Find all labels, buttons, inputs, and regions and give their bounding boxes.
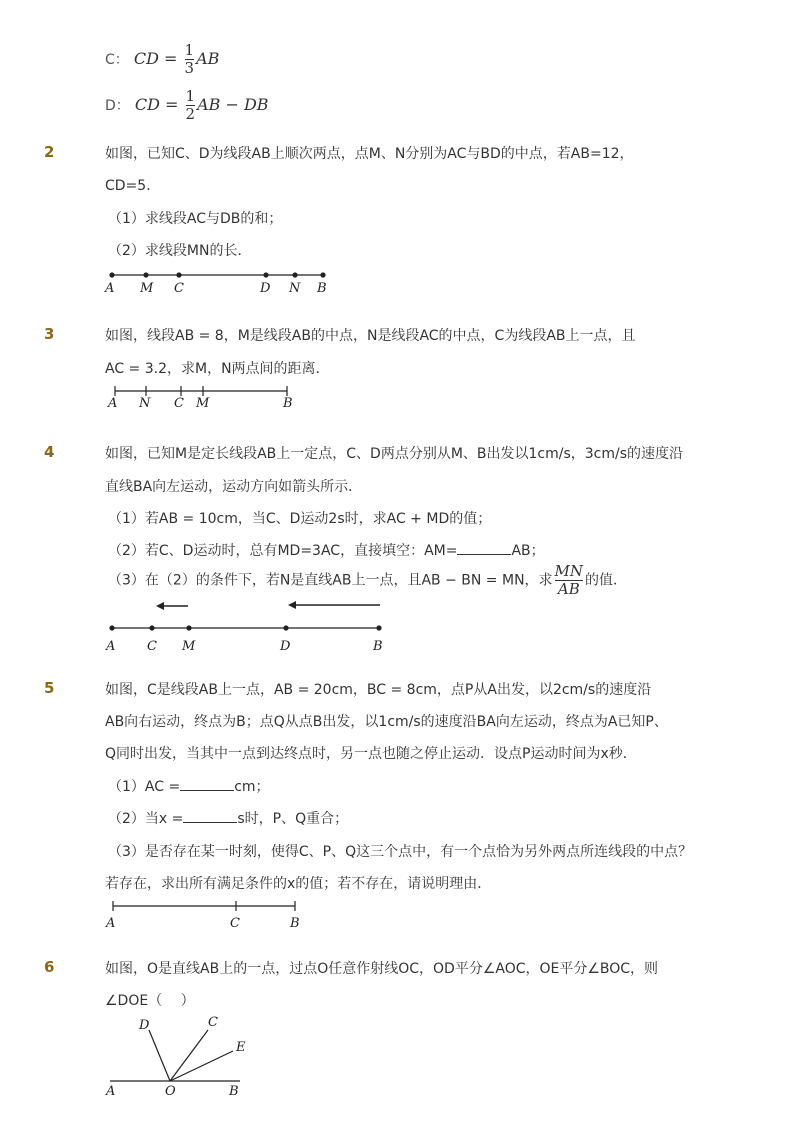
q6-text-line1: 如图，O是直线AB上的一点，过点O任意作射线OC，OD平分∠AOC，OE平分∠BOC，则	[105, 961, 659, 977]
option-d-denominator: 2	[185, 105, 196, 123]
q6-ray-od	[149, 1030, 170, 1081]
q5-sub1-tail: cm；	[234, 779, 270, 795]
q3-text-line1: 如图，线段AB = 8，M是线段AB的中点，N是线段AC的中点，C为线段AB上一点，且	[105, 328, 636, 344]
q5-sub2-tail: s时，P、Q重合；	[237, 811, 349, 827]
q4-subquestion-1: （1）若AB = 10cm，当C、D运动2s时，求AC + MD的值；	[108, 511, 492, 527]
q6-label-a: A	[106, 1084, 116, 1099]
q4-text-line1: 如图，已知M是定长线段AB上一定点，C、D两点分别从M、B出发以1cm/s，3cm/s的速度沿	[105, 446, 684, 462]
q4-sub3-denominator: AB	[555, 580, 583, 598]
q6-label-c: C	[208, 1015, 218, 1030]
option-c-numerator: 1	[184, 41, 195, 59]
q6-label-o: O	[165, 1084, 176, 1099]
q4-label-b: B	[373, 639, 383, 654]
q2-label-c: C	[174, 281, 184, 296]
q2-subquestion-2: （2）求线段MN的长．	[108, 243, 252, 259]
q5-subquestion-3: （3）是否存在某一时刻，使得C、P、Q这三个点中，有一个点恰为另外两点所连线段的中点？	[108, 844, 693, 860]
q5-sub2-text: （2）当x =	[108, 811, 184, 827]
q2-label-a: A	[105, 281, 115, 296]
option-c-label: C：	[105, 52, 129, 68]
option-d-rhs: AB − DB	[197, 95, 269, 114]
q6-label-b: B	[229, 1084, 239, 1099]
q5-sub1-text: （1）AC =	[108, 779, 181, 795]
q2-label-m: M	[140, 281, 154, 296]
q2-text-line1: 如图，已知C、D为线段AB上顺次两点，点M、N分别为AC与BD的中点，若AB=12，	[105, 146, 634, 162]
question-number-3: 3	[44, 325, 55, 343]
question-number-6: 6	[44, 958, 55, 976]
q2-subquestion-1: （1）求线段AC与DB的和；	[108, 211, 283, 227]
q6-ray-oc	[170, 1030, 208, 1081]
q3-label-m: M	[196, 396, 210, 411]
q6-ray-oe	[170, 1051, 233, 1081]
question-number-4: 4	[44, 443, 55, 461]
option-d-label: D：	[105, 98, 130, 114]
q3-label-c: C	[174, 396, 184, 411]
q4-label-d: D	[280, 639, 291, 654]
q4-sub2-text: （2）若C、D运动时，总有MD=3AC，直接填空：AM=	[108, 543, 458, 559]
q6-text-line2: ∠DOE（ ）	[105, 993, 195, 1009]
q2-label-n: N	[289, 281, 301, 296]
q4-sub3-numerator: MN	[554, 562, 584, 580]
option-c-lhs: CD =	[133, 49, 183, 68]
option-d-numerator: 1	[185, 87, 196, 105]
option-d-lhs: CD =	[134, 95, 184, 114]
q5-text-line2: AB向右运动，终点为B；点Q从点B出发，以1cm/s的速度沿BA向左运动，终点为A已知P、	[105, 714, 668, 730]
q2-label-d: D	[260, 281, 271, 296]
option-c-rhs: AB	[196, 49, 220, 68]
q4-sub3-text: （3）在（2）的条件下，若N是直线AB上一点，且AB − BN = MN，求	[108, 572, 553, 589]
q2-text-line2: CD=5．	[105, 178, 161, 194]
q5-text-line3: Q同时出发，当其中一点到达终点时，另一点也随之停止运动．设点P运动时间为x秒．	[105, 746, 637, 762]
q4-sub3-tail: 的值．	[585, 572, 628, 589]
q2-label-b: B	[317, 281, 327, 296]
q6-label-e: E	[236, 1040, 246, 1055]
q5-label-a: A	[106, 916, 116, 931]
q4-label-c: C	[147, 639, 157, 654]
q4-sub2-tail: AB；	[511, 543, 545, 559]
q5-subquestion-3-line2: 若存在，求出所有满足条件的x的值；若不存在，请说明理由．	[105, 876, 492, 892]
question-number-5: 5	[44, 679, 55, 697]
q4-label-m: M	[182, 639, 196, 654]
q3-label-b: B	[283, 396, 293, 411]
q6-label-d: D	[139, 1018, 150, 1033]
q4-label-a: A	[106, 639, 116, 654]
q3-label-a: A	[108, 396, 118, 411]
q5-text-line1: 如图，C是线段AB上一点，AB = 20cm，BC = 8cm，点P从A出发，以2cm/s的速度沿	[105, 682, 652, 698]
q5-label-b: B	[290, 916, 300, 931]
option-c-denominator: 3	[184, 59, 195, 77]
q5-label-c: C	[230, 916, 240, 931]
q3-label-n: N	[139, 396, 151, 411]
q3-text-line2: AC = 3.2，求M，N两点间的距离．	[105, 361, 330, 377]
q4-text-line2: 直线BA向左运动，运动方向如箭头所示．	[105, 479, 363, 495]
question-number-2: 2	[44, 143, 55, 161]
